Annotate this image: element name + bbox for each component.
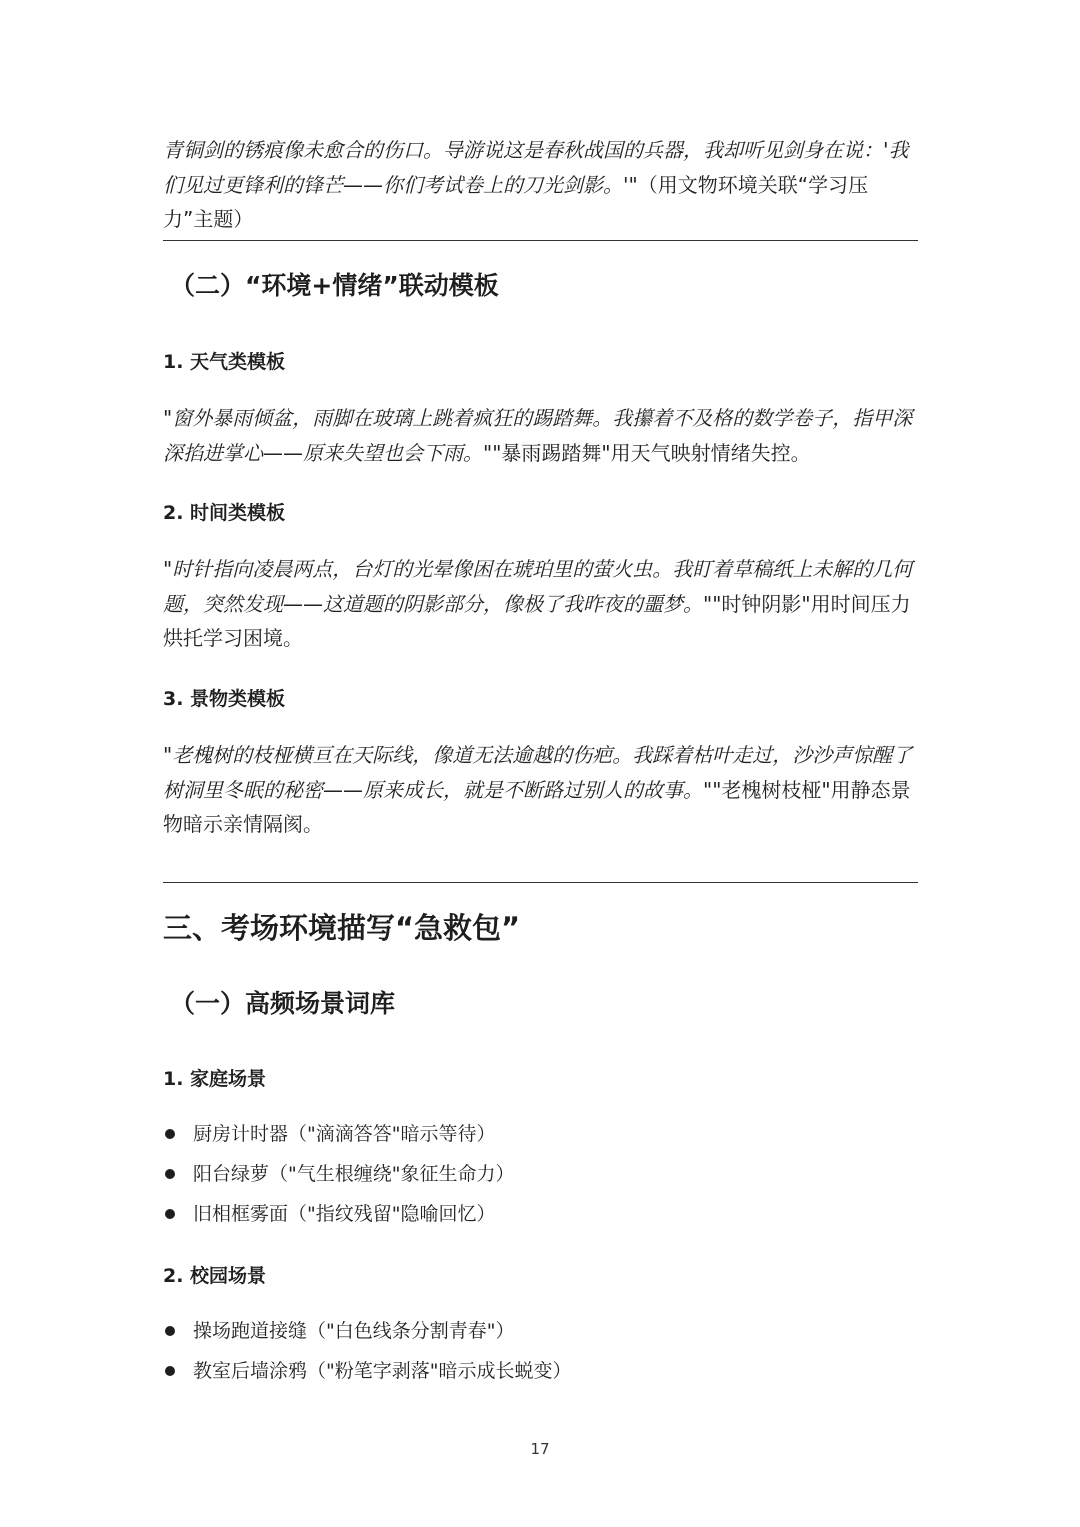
bullet-icon	[165, 1169, 175, 1179]
list-item-text: 旧相框雾面（"指纹残留"隐喻回忆）	[193, 1203, 496, 1225]
campus-scene-heading: 2. 校园场景	[163, 1265, 267, 1287]
time-template-text: "时针指向凌晨两点，台灯的光晕像困在琥珀里的萤火虫。我盯着草稿纸上未解的几何题，突然发现——这道题的阴影部分，像极了我昨夜的噩梦。"	[163, 557, 913, 616]
scenery-template-text: "老槐树的枝桠横亘在天际线，像道无法逾越的伤疤。我踩着枯叶走过，沙沙声惊醒了树洞里冬眠的秘密——原来成长，就是不断路过别人的故事。"	[163, 743, 913, 802]
intro-quote-note: （用文物环境关联“学习压力”主题）	[163, 172, 869, 231]
section3-title: 三、考场环境描写“急救包”	[163, 911, 521, 945]
list-item-text: 阳台绿萝（"气生根缠绕"象征生命力）	[193, 1163, 515, 1185]
intro-quote-block	[163, 133, 918, 237]
divider-1	[163, 240, 918, 241]
home-scene-heading: 1. 家庭场景	[163, 1068, 267, 1090]
home-scene-list	[163, 1114, 514, 1234]
section2-title: （二）“环境+情绪”联动模板	[170, 271, 499, 300]
list-item	[163, 1311, 571, 1351]
intro-quote-text: 青铜剑的锈痕像未愈合的伤口。导游说这是春秋战国的兵器，我却听见剑身在说：'我们见过更锋利的锋芒——你们考试卷上的刀光剑影。'"	[163, 138, 909, 197]
scenery-template-quote-block	[163, 738, 918, 842]
weather-template-quote	[163, 401, 918, 470]
scenery-template-note: "老槐树枝桠"用静态景物暗示亲情隔阂。	[163, 777, 911, 836]
list-item-text: 操场跑道接缝（"白色线条分割青春"）	[193, 1320, 515, 1342]
intro-quote	[163, 133, 918, 237]
list-item	[163, 1351, 571, 1391]
weather-template-heading: 1. 天气类模板	[163, 351, 286, 373]
bullet-icon	[165, 1209, 175, 1219]
scenery-template-heading: 3. 景物类模板	[163, 688, 286, 710]
list-item	[163, 1154, 514, 1194]
bullet-icon	[165, 1129, 175, 1139]
page-number: 17	[530, 1440, 550, 1458]
weather-template-text: "窗外暴雨倾盆，雨脚在玻璃上跳着疯狂的踢踏舞。我攥着不及格的数学卷子，指甲深深掐进掌心——原来失望也会下雨。"	[163, 406, 913, 465]
bullet-icon	[165, 1326, 175, 1336]
list-item	[163, 1114, 514, 1154]
list-item-text: 厨房计时器（"滴滴答答"暗示等待）	[193, 1123, 496, 1145]
time-template-quote-block	[163, 552, 918, 656]
time-template-quote	[163, 552, 918, 656]
divider-2	[163, 882, 918, 883]
list-item-text: 教室后墙涂鸦（"粉笔字剥落"暗示成长蜕变）	[193, 1360, 572, 1382]
campus-scene-list	[163, 1311, 571, 1391]
weather-template-note: "暴雨踢踏舞"用天气映射情绪失控。	[492, 440, 811, 465]
bullet-icon	[165, 1366, 175, 1376]
time-template-heading: 2. 时间类模板	[163, 502, 286, 524]
time-template-note: "时钟阴影"用时间压力烘托学习困境。	[163, 591, 911, 650]
weather-template-quote-block	[163, 401, 918, 470]
list-item	[163, 1194, 514, 1234]
section3-subtitle: （一）高频场景词库	[170, 989, 396, 1018]
scenery-template-quote	[163, 738, 918, 842]
